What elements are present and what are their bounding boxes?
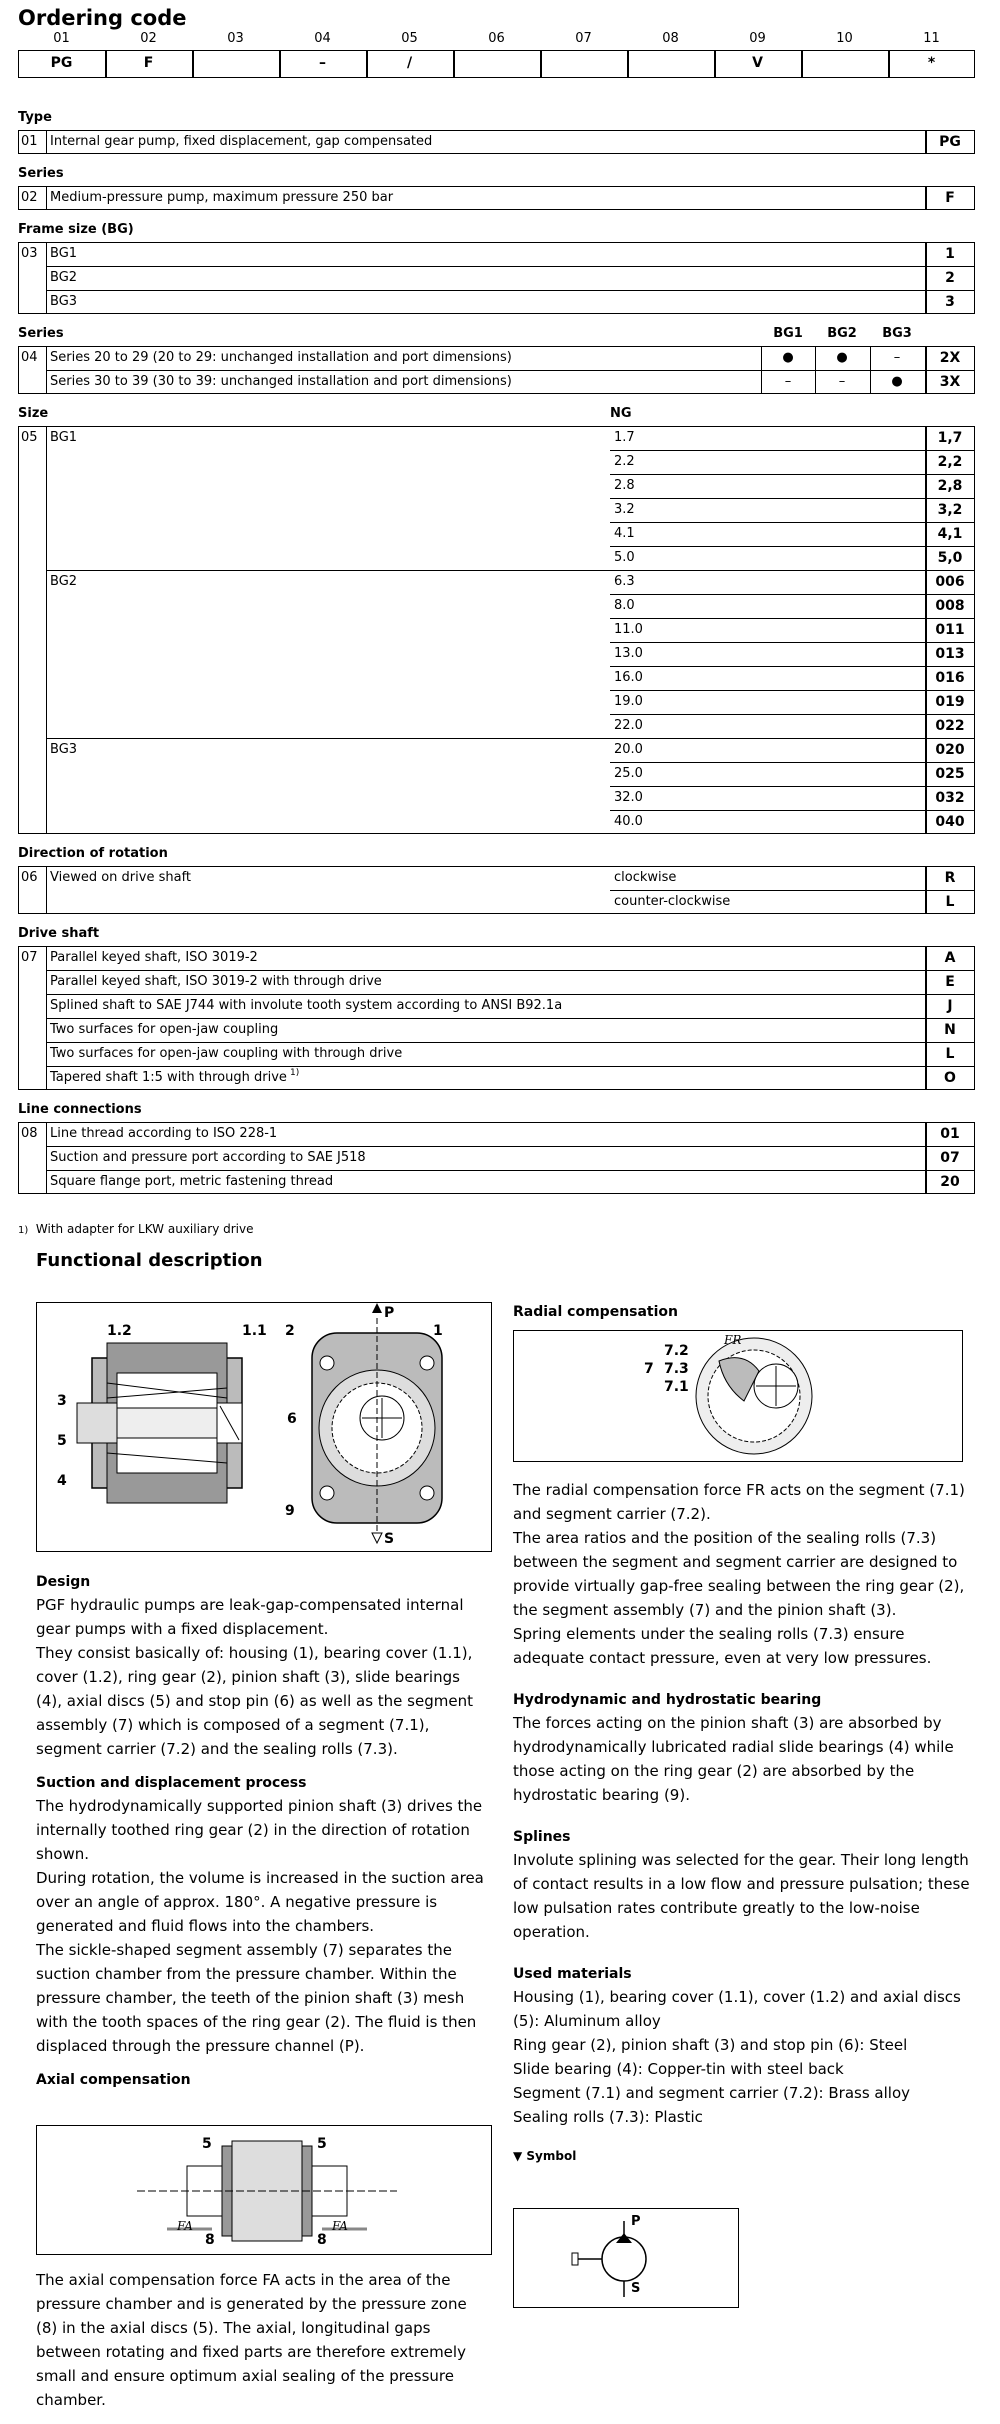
label-1: 1 — [433, 1323, 443, 1339]
code-cell: 01 — [940, 1126, 960, 1142]
code-cell: A — [944, 950, 956, 966]
section-number: 05 — [21, 430, 38, 445]
label-3: 3 — [57, 1393, 67, 1409]
material-row: Slide bearing (4): Copper-tin with steel back — [513, 2060, 844, 2078]
code-cell: J — [947, 998, 953, 1014]
section-number: 03 — [21, 246, 38, 261]
label-6: 6 — [287, 1411, 297, 1427]
code-position: 09 — [749, 31, 766, 46]
radial-p1: The radial compensation force FR acts on the segment (7.1) and segment carrier (7.2). — [513, 1481, 965, 1523]
page-title: Ordering code — [18, 6, 187, 30]
ng-value: 19.0 — [614, 694, 643, 709]
ng-value: 32.0 — [614, 790, 643, 805]
label-1-1: 1.1 — [242, 1323, 267, 1339]
section-heading: Series — [18, 326, 64, 341]
material-row: Ring gear (2), pinion shaft (3) and stop pin (6): Steel — [513, 2036, 908, 2054]
hydro-p1: The forces acting on the pinion shaft (3) are absorbed by hydrodynamically lubricated radial slide bearings (4) while those acting on the ring gear (2) are absorbed by the hydrostatic bearing (9). — [513, 1714, 954, 1804]
label-7-1: 7.1 — [664, 1379, 689, 1395]
section-heading: Frame size (BG) — [18, 222, 134, 237]
code-cell: 07 — [940, 1150, 960, 1166]
radial-p3: Spring elements under the sealing rolls (7.3) ensure adequate contact pressure, even at very low pressures. — [513, 1625, 932, 1667]
code-cell: 1 — [945, 246, 955, 262]
symbol-svg — [514, 2209, 737, 2306]
label-1-2: 1.2 — [107, 1323, 132, 1339]
code-cell: 040 — [935, 814, 965, 830]
section-number: 08 — [21, 1126, 38, 1141]
size-group-label: BG2 — [50, 574, 78, 589]
ng-value: 2.8 — [614, 478, 635, 493]
label-s: S — [384, 1531, 395, 1547]
label-fa-right: FA — [332, 2219, 348, 2233]
design-p2: They consist basically of: housing (1), bearing cover (1.1), cover (1.2), ring gear (2), pinion shaft (3), slide bearings (4), axial discs (5) and stop pin (6) as well as the segment assembly (7) which is composed of a segment (7.1), segment carrier (7.2) and the sealing rolls (7.3). — [36, 1644, 473, 1758]
row-text: Parallel keyed shaft, ISO 3019-2 — [50, 950, 258, 965]
code-cell: 1,7 — [937, 430, 963, 446]
cross-section-svg — [37, 1303, 490, 1550]
code-cell: 20 — [940, 1174, 960, 1190]
label-7-3: 7.3 — [664, 1361, 689, 1377]
series-marker: – — [784, 374, 792, 389]
design-p1: PGF hydraulic pumps are leak-gap-compensated internal gear pumps with a fixed displacement. — [36, 1596, 464, 1638]
code-cell: 008 — [935, 598, 965, 614]
symbol-p-label: P — [631, 2214, 641, 2229]
ng-value: 20.0 — [614, 742, 643, 757]
code-position: 06 — [488, 31, 505, 46]
series-marker: ● — [891, 374, 903, 389]
code-cell: 025 — [935, 766, 965, 782]
functional-title: Functional description — [36, 1250, 263, 1271]
code-value: * — [927, 55, 936, 71]
code-cell: 2X — [939, 350, 961, 366]
series-marker: – — [893, 350, 901, 365]
materials-list — [513, 1985, 973, 2129]
row-text: BG2 — [50, 270, 78, 285]
code-cell: 5,0 — [937, 550, 963, 566]
row-text: clockwise — [614, 870, 677, 885]
ng-value: 11.0 — [614, 622, 643, 637]
section-heading: Size — [18, 406, 49, 421]
footnote — [18, 1222, 254, 1236]
symbol-s-label: S — [631, 2281, 641, 2296]
row-text: Two surfaces for open-jaw coupling — [50, 1022, 279, 1037]
code-cell: PG — [939, 134, 961, 150]
suction-p2: During rotation, the volume is increased in the suction area over an angle of approx. 180°. A negative pressure is generated and fluid flows into the chambers. — [36, 1869, 484, 1935]
ng-value: 25.0 — [614, 766, 643, 781]
label-8-left: 8 — [205, 2232, 215, 2248]
material-row: Housing (1), bearing cover (1.1), cover (1.2) and axial discs (5): Aluminum alloy — [513, 1988, 961, 2030]
footnote-text: With adapter for LKW auxiliary drive — [35, 1222, 254, 1236]
code-value: V — [752, 55, 763, 71]
axial-heading: Axial compensation — [36, 2072, 191, 2088]
footnote-mark: 1) — [18, 1225, 29, 1236]
ng-value: 16.0 — [614, 670, 643, 685]
code-position: 08 — [662, 31, 679, 46]
materials-heading: Used materials — [513, 1966, 632, 1982]
splines-p1: Involute splining was selected for the gear. Their long length of contact results in a low flow and pressure pulsation; these low pulsation rates contribute greatly to the low-noise operation. — [513, 1851, 970, 1941]
pump-cross-section-diagram — [36, 1302, 492, 1552]
row-text: Internal gear pump, fixed displacement, gap compensated — [50, 134, 433, 149]
row-text: Two surfaces for open-jaw coupling with through drive — [50, 1046, 403, 1061]
ng-header: NG — [610, 406, 632, 421]
code-position: 11 — [923, 31, 940, 46]
right-column — [513, 1478, 973, 2163]
radial-p2: The area ratios and the position of the sealing rolls (7.3) between the segment and segment carrier are designed to provide virtually gap-free sealing between the ring gear (2), the segment assembly (7) and the pinion shaft (3). — [513, 1529, 965, 1619]
bg-column-header: BG2 — [827, 326, 857, 341]
code-value: PG — [50, 55, 73, 71]
code-cell: 032 — [935, 790, 965, 806]
section-number: 01 — [21, 134, 38, 149]
ng-value: 5.0 — [614, 550, 635, 565]
code-cell: L — [945, 894, 955, 910]
row-text: Line thread according to ISO 228-1 — [50, 1126, 278, 1141]
radial-heading: Radial compensation — [513, 1304, 679, 1320]
code-position: 02 — [140, 31, 157, 46]
code-value: / — [406, 55, 413, 71]
radial-svg — [514, 1331, 961, 1460]
pump-symbol — [513, 2208, 739, 2308]
axial-compensation-diagram — [36, 2125, 492, 2255]
series-marker: ● — [782, 350, 794, 365]
code-cell: 4,1 — [937, 526, 963, 542]
code-cell: L — [945, 1046, 955, 1062]
section-heading: Direction of rotation — [18, 846, 168, 861]
suction-p3: The sickle-shaped segment assembly (7) separates the suction chamber from the pressure chamber. Within the pressure chamber, the teeth of the pinion shaft (3) mesh with the tooth spaces of the ring gear (2). The fluid is then displaced through the pressure channel (P). — [36, 1941, 477, 2055]
row-text: BG1 — [50, 246, 78, 261]
code-cell: 020 — [935, 742, 965, 758]
label-8-right: 8 — [317, 2232, 327, 2248]
material-row: Sealing rolls (7.3): Plastic — [513, 2108, 703, 2126]
code-position: 04 — [314, 31, 331, 46]
code-cell: 3 — [945, 294, 955, 310]
radial-compensation-diagram — [513, 1330, 963, 1462]
label-5: 5 — [57, 1433, 67, 1449]
code-value: – — [319, 55, 326, 71]
label-p: P — [384, 1305, 395, 1321]
symbol-heading: ▼ Symbol — [513, 2149, 577, 2163]
section-number: 07 — [21, 950, 38, 965]
row-text: Viewed on drive shaft — [50, 870, 192, 885]
section-number: 02 — [21, 190, 38, 205]
label-7: 7 — [644, 1361, 654, 1377]
ng-value: 8.0 — [614, 598, 635, 613]
axial-text — [36, 2268, 486, 2412]
splines-heading: Splines — [513, 1829, 571, 1845]
row-text: Square flange port, metric fastening thread — [50, 1174, 334, 1189]
row-text: Parallel keyed shaft, ISO 3019-2 with through drive — [50, 974, 382, 989]
label-2: 2 — [285, 1323, 295, 1339]
code-cell: 019 — [935, 694, 965, 710]
code-cell: 022 — [935, 718, 965, 734]
label-fr: FR — [724, 1333, 742, 1347]
code-cell: F — [945, 190, 955, 206]
code-cell: 016 — [935, 670, 965, 686]
suction-heading: Suction and displacement process — [36, 1775, 307, 1791]
code-cell: N — [944, 1022, 956, 1038]
row-text: Series 30 to 39 (30 to 39: unchanged installation and port dimensions) — [50, 374, 512, 389]
material-row: Segment (7.1) and segment carrier (7.2): Brass alloy — [513, 2084, 910, 2102]
footnote-ref: 1) — [290, 1068, 300, 1078]
code-cell: 011 — [935, 622, 965, 638]
code-position: 07 — [575, 31, 592, 46]
row-text: Suction and pressure port according to SAE J518 — [50, 1150, 366, 1165]
code-cell: R — [944, 870, 956, 886]
ng-value: 1.7 — [614, 430, 635, 445]
design-heading: Design — [36, 1574, 91, 1590]
ng-value: 6.3 — [614, 574, 635, 589]
row-text: BG3 — [50, 294, 78, 309]
row-text: Series 20 to 29 (20 to 29: unchanged installation and port dimensions) — [50, 350, 512, 365]
section-number: 04 — [21, 350, 38, 365]
row-text: Tapered shaft 1:5 with through drive — [50, 1070, 287, 1085]
axial-p1: The axial compensation force FA acts in the area of the pressure chamber and is generated by the pressure zone (8) in the axial discs (5). The axial, longitudinal gaps between rotating and fixed parts are therefore extremely small and ensure optimum axial sealing of the pressure chamber. — [36, 2271, 467, 2409]
ng-value: 22.0 — [614, 718, 643, 733]
label-9: 9 — [285, 1503, 295, 1519]
code-cell: 2,8 — [937, 478, 963, 494]
size-group-label: BG3 — [50, 742, 78, 757]
ng-value: 3.2 — [614, 502, 635, 517]
code-cell: O — [944, 1070, 956, 1086]
size-group-label: BG1 — [50, 430, 78, 445]
label-fa-left: FA — [177, 2219, 193, 2233]
series-marker: ● — [836, 350, 848, 365]
axial-svg — [37, 2126, 490, 2253]
ng-value: 40.0 — [614, 814, 643, 829]
ng-value: 4.1 — [614, 526, 635, 541]
code-cell: E — [945, 974, 955, 990]
code-value: F — [143, 55, 154, 71]
code-position: 01 — [53, 31, 70, 46]
code-position: 05 — [401, 31, 418, 46]
bg-column-header: BG3 — [882, 326, 912, 341]
label-7-2: 7.2 — [664, 1343, 689, 1359]
code-cell: 013 — [935, 646, 965, 662]
bg-column-header: BG1 — [773, 326, 803, 341]
row-text: Splined shaft to SAE J744 with involute tooth system according to ANSI B92.1a — [50, 998, 563, 1013]
suction-p1: The hydrodynamically supported pinion shaft (3) drives the internally toothed ring gear (2) in the direction of rotation shown. — [36, 1797, 483, 1863]
code-cell: 3,2 — [937, 502, 963, 518]
code-cell: 2,2 — [937, 454, 963, 470]
left-column — [36, 1574, 486, 2094]
code-position: 03 — [227, 31, 244, 46]
code-cell: 006 — [935, 574, 965, 590]
code-cell: 2 — [945, 270, 955, 286]
section-heading: Series — [18, 166, 64, 181]
ng-value: 2.2 — [614, 454, 635, 469]
section-heading: Drive shaft — [18, 926, 100, 941]
code-cell: 3X — [939, 374, 961, 390]
label-5-right: 5 — [317, 2136, 327, 2152]
hydro-heading: Hydrodynamic and hydrostatic bearing — [513, 1692, 822, 1708]
section-heading: Type — [18, 110, 52, 125]
code-position: 10 — [836, 31, 853, 46]
label-4: 4 — [57, 1473, 67, 1489]
row-text: counter-clockwise — [614, 894, 731, 909]
series-marker: – — [838, 374, 846, 389]
section-number: 06 — [21, 870, 38, 885]
label-5-left: 5 — [202, 2136, 212, 2152]
ng-value: 13.0 — [614, 646, 643, 661]
row-text: Medium-pressure pump, maximum pressure 250 bar — [50, 190, 394, 205]
section-heading: Line connections — [18, 1102, 142, 1117]
